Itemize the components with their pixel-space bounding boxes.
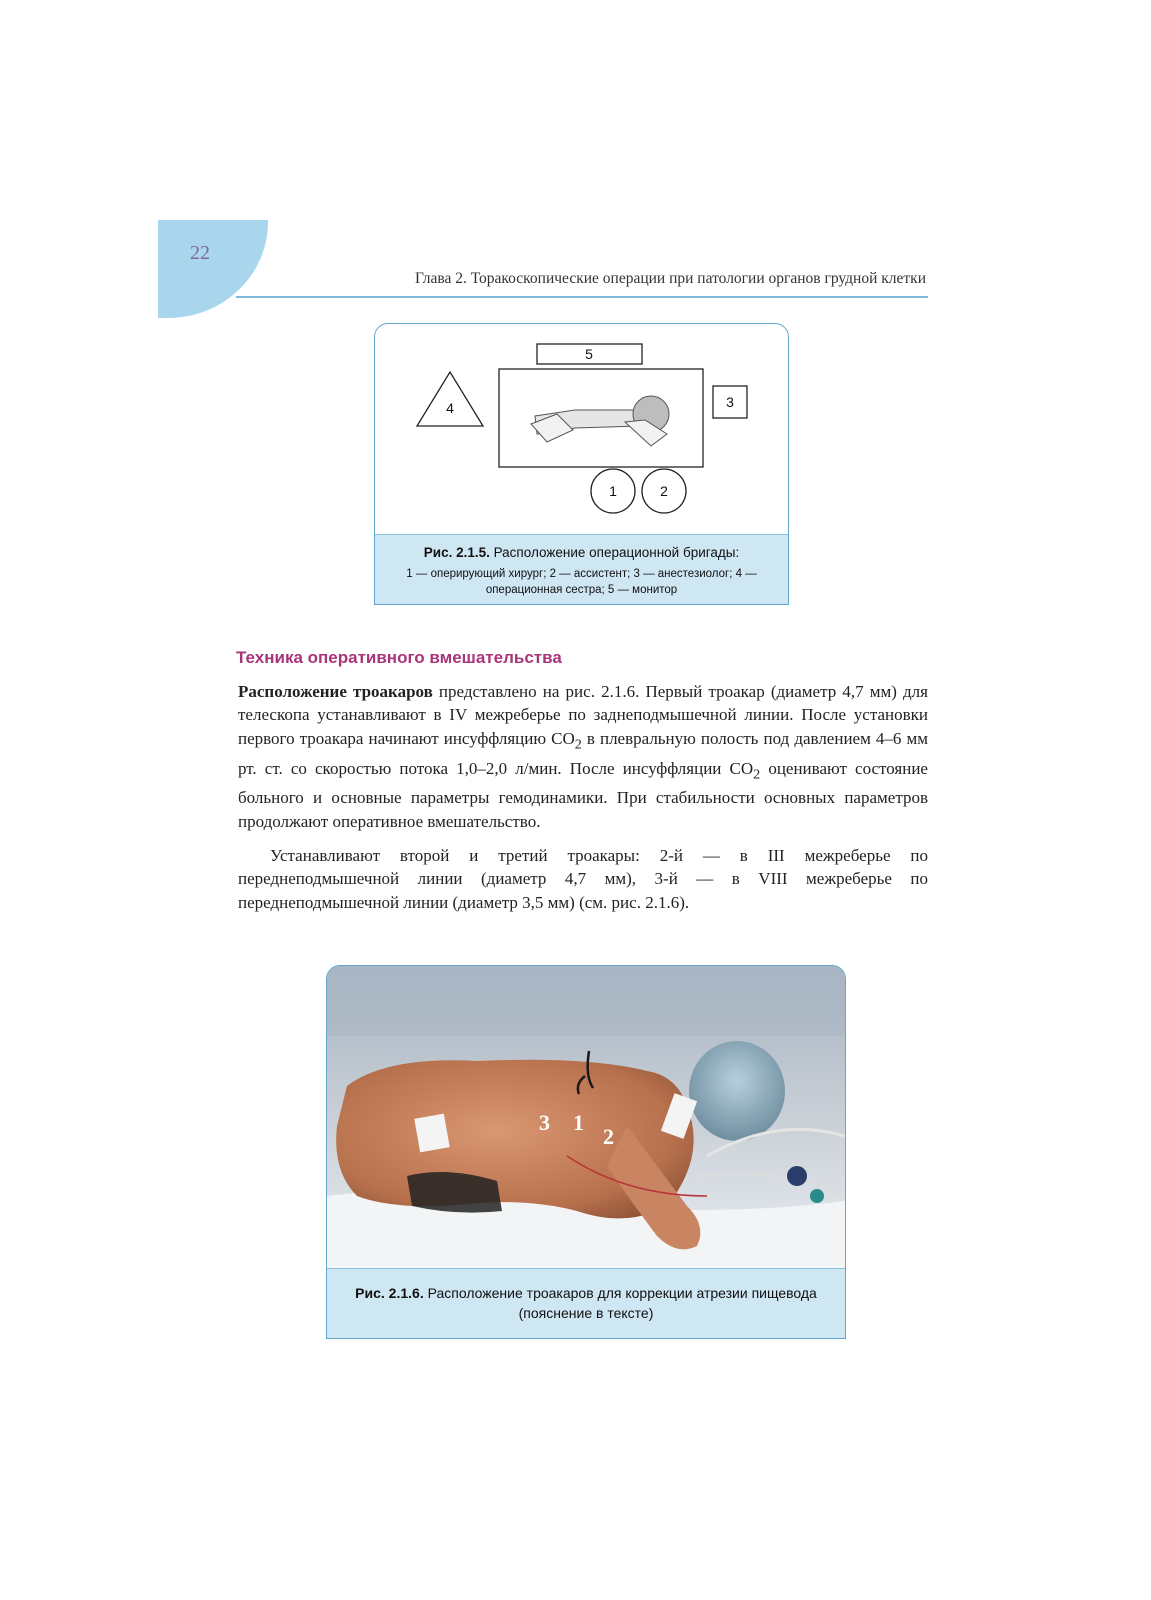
paragraph-text: представлено на рис. 2.1.6. Первый троакар (диаметр 4,7 мм) для телескопа устанавливают в IV межреберье по заднеподмышечной линии. После установки первого троакара начинают инсуффляцию CO	[238, 682, 928, 748]
paragraph-trocar-placement	[238, 680, 928, 833]
trocar-mark-2: 2	[603, 1124, 614, 1149]
trocar-mark-1: 1	[573, 1110, 584, 1135]
caption-title-text: Расположение операционной бригады:	[489, 545, 740, 560]
page-corner-decoration	[158, 220, 268, 318]
figure-caption	[327, 1268, 845, 1339]
nurse-label: 4	[446, 400, 454, 416]
nurse-triangle	[417, 372, 483, 426]
paragraph-text: в плевральную полость под давлением 4–6 мм рт. ст. со скоростью потока 1,0–2,0 л/мин. После инсуффляции CO	[238, 728, 929, 778]
caption-label: Рис. 2.1.5.	[423, 545, 490, 560]
paragraph-text: оценивают состояние больного и основные параметры гемодинамики. При стабильности основных параметров продолжают оперативное вмешательство.	[238, 758, 928, 831]
header-rule	[236, 296, 928, 298]
assistant-label: 2	[660, 483, 668, 499]
surgeon-label: 1	[609, 483, 617, 499]
section-heading: Техника оперативного вмешательства	[236, 648, 562, 667]
trocar-mark-3: 3	[539, 1110, 550, 1135]
trocar-photo	[327, 966, 845, 1268]
subscript: 2	[574, 736, 582, 753]
page-number: 22	[190, 242, 210, 264]
anesthesiologist-label: 3	[726, 394, 734, 410]
caption-legend: 1 — оперирующий хирург; 2 — ассистент; 3 — анестезиолог; 4 — операционная сестра; 5 — монитор	[406, 568, 757, 596]
caption-title	[375, 545, 788, 560]
paragraph-lead: Расположение троакаров	[238, 682, 433, 701]
running-head: Глава 2. Торакоскопические операции при патологии органов грудной клетки	[414, 270, 926, 287]
team-layout-diagram	[375, 324, 789, 534]
figure-caption	[375, 534, 788, 605]
infant-cap	[689, 1041, 785, 1141]
subscript: 2	[753, 766, 761, 782]
caption-title	[327, 1283, 845, 1323]
paragraph-second-third-trocars: Устанавливают второй и третий троакары: 2-й — в III межреберье по переднеподмышечной линии (диаметр 4,7 мм), 3-й — в VIII межреберье по переднеподмышечной линии (диаметр 3,5 мм) (см. рис. 2.1.6).	[238, 846, 928, 912]
figure-team-layout	[374, 323, 789, 605]
monitor-label: 5	[585, 346, 593, 362]
caption-title-text: Расположение троакаров для коррекции атрезии пищевода (пояснение в тексте)	[423, 1285, 817, 1321]
figure-trocar-photo	[326, 965, 846, 1339]
caption-label: Рис. 2.1.6.	[355, 1285, 424, 1301]
